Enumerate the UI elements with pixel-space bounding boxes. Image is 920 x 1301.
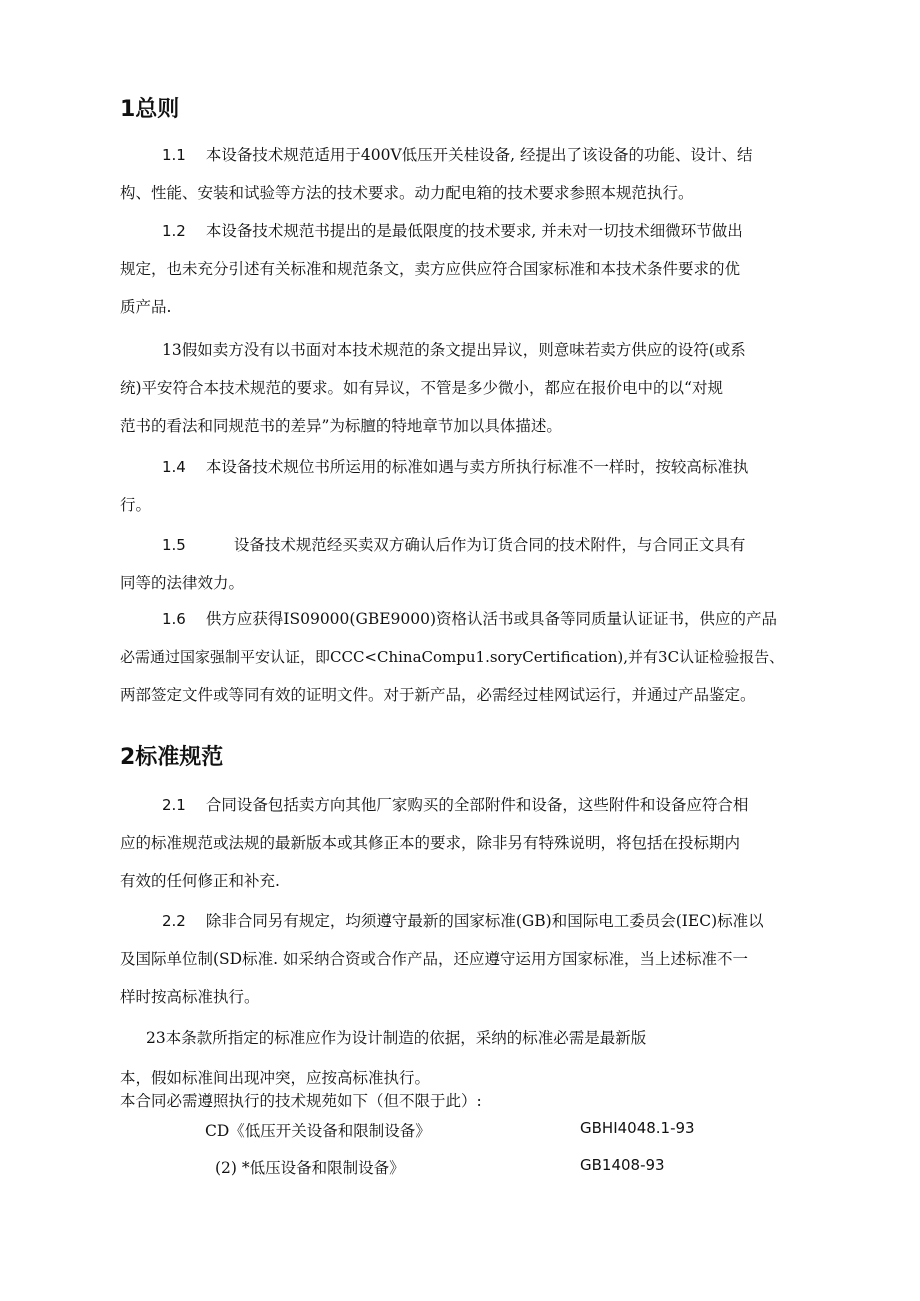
paragraph-line: 有效的任何修正和补充. bbox=[120, 872, 280, 890]
paragraph-line: 合同设备包括卖方向其他厂家购买的全部附件和设备，这些附件和设备应符合相 bbox=[205, 796, 749, 814]
paragraph-1-6 bbox=[120, 600, 810, 714]
paragraph-line: 23本条款所指定的标准应作为设计制造的依据，采纳的标准必需是最新版 bbox=[146, 1029, 647, 1047]
tail-line: 本，假如标准间出现冲突，应按高标准执行。 bbox=[120, 1069, 431, 1087]
paragraph-line: 本设备技术规范书提出的是最低限度的技术要求, 并未对一切技术细微环节做出 bbox=[205, 222, 743, 240]
paragraph-2-1 bbox=[120, 786, 810, 900]
paragraph-line: 本设备技术规位书所运用的标准如遇与卖方所执行标准不一样时，按较高标准执 bbox=[205, 458, 749, 476]
clause-number: 1.1 bbox=[162, 146, 186, 164]
paragraph-line: 规定，也未充分引述有关标准和规范条文，卖方应供应符合国家标准和本技术条件要求的优 bbox=[120, 260, 741, 278]
paragraph-line: 范书的看法和同规范书的差异”为标膻的特地章节加以具体描述。 bbox=[120, 417, 562, 435]
paragraph-line: 本设备技术规范适用于400V低压开关桂设备, 经提出了该设备的功能、设计、结 bbox=[205, 146, 753, 164]
paragraph-line: 质产品. bbox=[120, 298, 172, 316]
paragraph-2-3 bbox=[120, 1019, 810, 1057]
paragraph-line: 应的标准规范或法规的最新版本或其修正本的要求，除非另有特殊说明，将包括在投标期内 bbox=[120, 834, 741, 852]
paragraph-1-2 bbox=[120, 212, 810, 326]
paragraph-line: 13假如卖方没有以书面对本技术规范的条文提出异议，则意味若卖方供应的设符(或系 bbox=[162, 341, 746, 359]
standard-title: (2) *低压设备和限制设备》 bbox=[215, 1159, 405, 1177]
paragraph-line: 两部签定文件或等同有效的证明文件。对于新产品，必需经过桂网试运行，并通过产品鉴定。 bbox=[120, 686, 756, 704]
paragraph-line: 同等的法律效力。 bbox=[120, 574, 245, 592]
section-2-heading: 2标准规范 bbox=[120, 745, 224, 770]
paragraph-1-1 bbox=[120, 136, 810, 212]
paragraph-line: 行。 bbox=[120, 496, 152, 514]
paragraph-line: 供方应获得IS09000(GBE9000)资格认活书或具备等同质量认证证书，供应的产品 bbox=[205, 610, 778, 628]
paragraph-1-3 bbox=[120, 331, 810, 445]
clause-number: 1.4 bbox=[162, 458, 186, 476]
standard-code: GB1408-93 bbox=[580, 1156, 665, 1174]
paragraph-1-4 bbox=[120, 448, 810, 524]
paragraph-2-2 bbox=[120, 902, 810, 1016]
section-1-heading: 1总则 bbox=[120, 97, 180, 122]
standard-title: CD《低压开关设备和限制设备》 bbox=[205, 1122, 431, 1140]
paragraph-line: 设备技术规范经买卖双方确认后作为订货合同的技术附件，与合同正文具有 bbox=[233, 536, 746, 554]
paragraph-1-5 bbox=[120, 526, 810, 602]
clause-number: 1.5 bbox=[162, 536, 186, 554]
clause-number: 2.2 bbox=[162, 912, 186, 930]
paragraph-line: 必需通过国家强制平安认证，即CCC<ChinaCompu1.soryCertification),并有3C认证检验报告、 bbox=[120, 648, 785, 666]
paragraph-line: 构、性能、安装和试验等方法的技术要求。动力配电箱的技术要求参照本规范执行。 bbox=[120, 184, 694, 202]
clause-number: 1.2 bbox=[162, 222, 186, 240]
clause-number: 1.6 bbox=[162, 610, 186, 628]
standard-code: GBHI4048.1-93 bbox=[580, 1119, 695, 1137]
clause-number: 2.1 bbox=[162, 796, 186, 814]
paragraph-line: 统)平安符合本技术规范的要求。如有异议，不管是多少微小，都应在报价电中的以“对规 bbox=[120, 379, 723, 397]
paragraph-line: 样时按高标准执行。 bbox=[120, 988, 260, 1006]
tail-line: 本合同必需遵照执行的技术规苑如下（但不限于此）: bbox=[120, 1092, 482, 1110]
paragraph-line: 及国际单位制(SD标准. 如采纳合资或合作产品，还应遵守运用方国家标准，当上述标准不一 bbox=[120, 950, 748, 968]
paragraph-line: 除非合同另有规定，均须遵守最新的国家标准(GB)和国际电工委员会(IEC)标准以 bbox=[205, 912, 764, 930]
